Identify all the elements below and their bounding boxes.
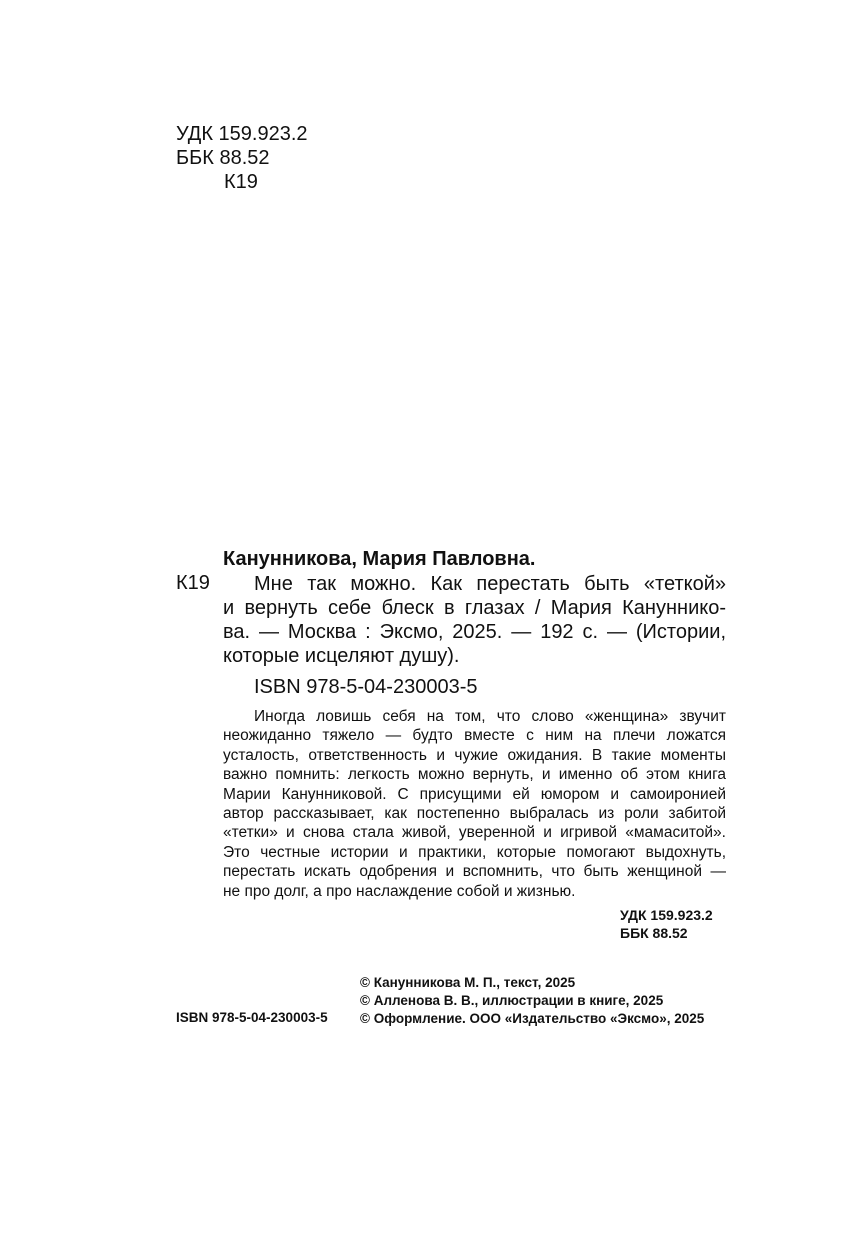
copyright-line: © Канунникова М. П., текст, 2025 bbox=[360, 975, 576, 990]
description-line: и вернуть себе блеск в глазах / Мария Кануннико- bbox=[223, 597, 726, 619]
copyright-line: © Алленова В. В., иллюстрации в книге, 2025 bbox=[360, 993, 664, 1008]
annotation-line: автор рассказывает, как постепенно выбралась из роли забитой bbox=[223, 805, 726, 823]
annotation-line: Марии Канунниковой. С присущими ей юмором и самоиронией bbox=[223, 785, 726, 803]
udk-code: УДК 159.923.2 bbox=[620, 907, 713, 923]
bibliographic-description bbox=[223, 572, 726, 668]
annotation bbox=[223, 707, 726, 901]
annotation-line: не про долг, а про наслаждение собой и жизнью. bbox=[223, 882, 576, 900]
isbn-entry: ISBN 978-5-04-230003-5 bbox=[254, 676, 478, 698]
copyright-line: © Оформление. ООО «Издательство «Эксмо», 2025 bbox=[360, 1011, 705, 1026]
bbk-code: ББК 88.52 bbox=[176, 147, 270, 169]
udk-code: УДК 159.923.2 bbox=[176, 123, 308, 145]
description-line: которые исцеляют душу). bbox=[223, 645, 460, 667]
entry-author-sign: К19 bbox=[176, 572, 210, 594]
annotation-line: «тетки» и снова стала живой, уверенной и игривой «мамаситой». bbox=[223, 824, 726, 842]
description-line: Мне так можно. Как перестать быть «теткой» bbox=[254, 573, 726, 595]
annotation-line: важно помнить: легкость можно вернуть, и именно об этом книга bbox=[223, 766, 726, 784]
annotation-line: Иногда ловишь себя на том, что слово «женщина» звучит bbox=[254, 708, 726, 725]
description-line: ва. — Москва : Эксмо, 2025. — 192 с. — (Истории, bbox=[223, 621, 726, 643]
classification-codes-top bbox=[176, 122, 308, 194]
annotation-line: усталость, ответственность и чужие ожидания. В такие моменты bbox=[223, 746, 726, 764]
author-heading: Канунникова, Мария Павловна. bbox=[223, 548, 536, 570]
annotation-line: перестать искать одобрения и вспомнить, что быть женщиной — bbox=[223, 863, 726, 881]
copyright-block bbox=[360, 974, 704, 1028]
bbk-code: ББК 88.52 bbox=[620, 925, 688, 941]
classification-codes-right bbox=[620, 906, 713, 942]
isbn-bottom: ISBN 978-5-04-230003-5 bbox=[176, 1010, 328, 1025]
annotation-line: неожиданно тяжело — будто вместе с ним на плечи ложатся bbox=[223, 727, 726, 745]
author-sign: К19 bbox=[224, 171, 258, 193]
annotation-line: Это честные истории и практики, которые помогают выдохнуть, bbox=[223, 843, 726, 861]
